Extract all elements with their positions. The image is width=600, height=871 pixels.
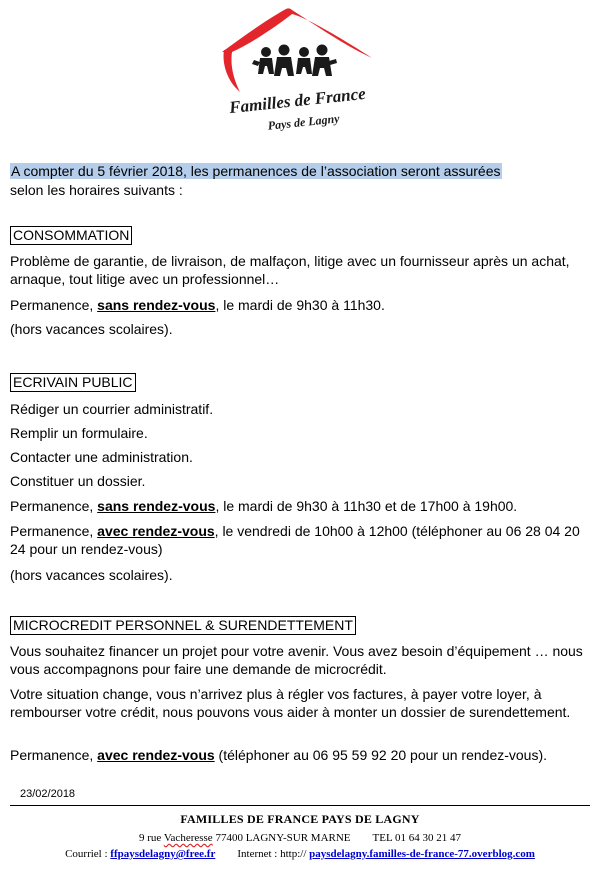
- consommation-description: Problème de garantie, de livraison, de malfaçon, litige avec un fournisseur après un achat, arnaque, tout litige avec un professionnel…: [10, 253, 570, 287]
- logo-brand-line2: Pays de Lagny: [267, 111, 341, 133]
- perm-suffix: , le mardi de 9h30 à 11h30 et de 17h00 à 19h00.: [215, 498, 518, 514]
- perm-prefix: Permanence,: [10, 747, 98, 763]
- footer-email-link[interactable]: ffpaysdelagny@free.fr: [110, 848, 216, 860]
- microcredit-paragraph-1: Vous souhaitez financer un projet pour votre avenir. Vous avez besoin d’équipement … nous vous accompagnons pour faire une demande de microcrédit.: [10, 643, 583, 677]
- perm-avec-rdv: avec rendez-vous: [97, 523, 215, 539]
- intro-highlighted-text: A compter du 5 février 2018, les permanences de l’association seront assurées: [11, 163, 501, 179]
- perm-suffix: (téléphoner au 06 95 59 92 20 pour un rendez-vous).: [214, 747, 548, 763]
- intro-paragraph: [10, 162, 590, 200]
- ecrivain-item: Rédiger un courrier administratif.: [10, 401, 214, 417]
- logo-family-figures: [252, 45, 337, 77]
- perm-sans-rdv: sans rendez-vous: [97, 297, 216, 313]
- logo-roof-shape: [222, 8, 372, 58]
- perm-prefix: Permanence,: [10, 523, 98, 539]
- footer-address: [0, 832, 600, 844]
- perm-prefix: Permanence,: [10, 498, 98, 514]
- logo-brand-line1: Familles de France: [228, 83, 367, 118]
- consommation-note: (hors vacances scolaires).: [10, 321, 173, 337]
- footer-divider: [10, 805, 590, 806]
- section-title-ecrivain-public: ECRIVAIN PUBLIC: [10, 373, 136, 392]
- section-title-microcredit: MICROCREDIT PERSONNEL & SURENDETTEMENT: [10, 616, 356, 635]
- ecrivain-item: Remplir un formulaire.: [10, 425, 148, 441]
- perm-suffix: , le vendredi de 10h00 à 12h00 (téléphoner au 06 28 04 20 24 pour un rendez-vous): [10, 523, 580, 557]
- footer-website-link[interactable]: paysdelagny.familles-de-france-77.overblog.com: [309, 848, 535, 860]
- footer-org-name: FAMILLES DE FRANCE PAYS DE LAGNY: [180, 812, 420, 826]
- consommation-permanence: [10, 296, 592, 314]
- logo-roof-left-stroke: [224, 50, 240, 92]
- section-title-consommation: CONSOMMATION: [10, 226, 132, 245]
- footer-addr-street: Vacheresse: [163, 832, 213, 844]
- microcredit-permanence: [10, 746, 592, 764]
- perm-suffix: , le mardi de 9h30 à 11h30.: [215, 297, 385, 313]
- footer-contact: [0, 848, 600, 860]
- ecrivain-item: Constituer un dossier.: [10, 473, 146, 489]
- perm-prefix: Permanence,: [10, 297, 98, 313]
- ecrivain-permanence-2: [10, 522, 592, 558]
- ecrivain-permanence-1: [10, 497, 592, 515]
- intro-rest-text: selon les horaires suivants :: [10, 182, 183, 198]
- footer-phone: TEL 01 64 30 21 47: [372, 832, 462, 844]
- perm-sans-rdv: sans rendez-vous: [97, 498, 216, 514]
- familles-de-france-logo: [214, 6, 382, 138]
- footer-addr-prefix: 9 rue: [138, 832, 164, 844]
- ecrivain-note: (hors vacances scolaires).: [10, 567, 173, 583]
- perm-avec-rdv: avec rendez-vous: [97, 747, 215, 763]
- footer-addr-city: 77400 LAGNY-SUR MARNE: [212, 832, 351, 844]
- ecrivain-item: Contacter une administration.: [10, 449, 193, 465]
- footer-email-label: Courriel :: [65, 848, 111, 860]
- microcredit-paragraph-2: Votre situation change, vous n’arrivez plus à régler vos factures, à payer votre loyer, à rembourser votre crédit, nous pouvons vous aider à monter un dossier de surendettement.: [10, 686, 571, 720]
- document-date: 23/02/2018: [20, 788, 76, 800]
- footer-internet-label: Internet : http://: [237, 848, 307, 860]
